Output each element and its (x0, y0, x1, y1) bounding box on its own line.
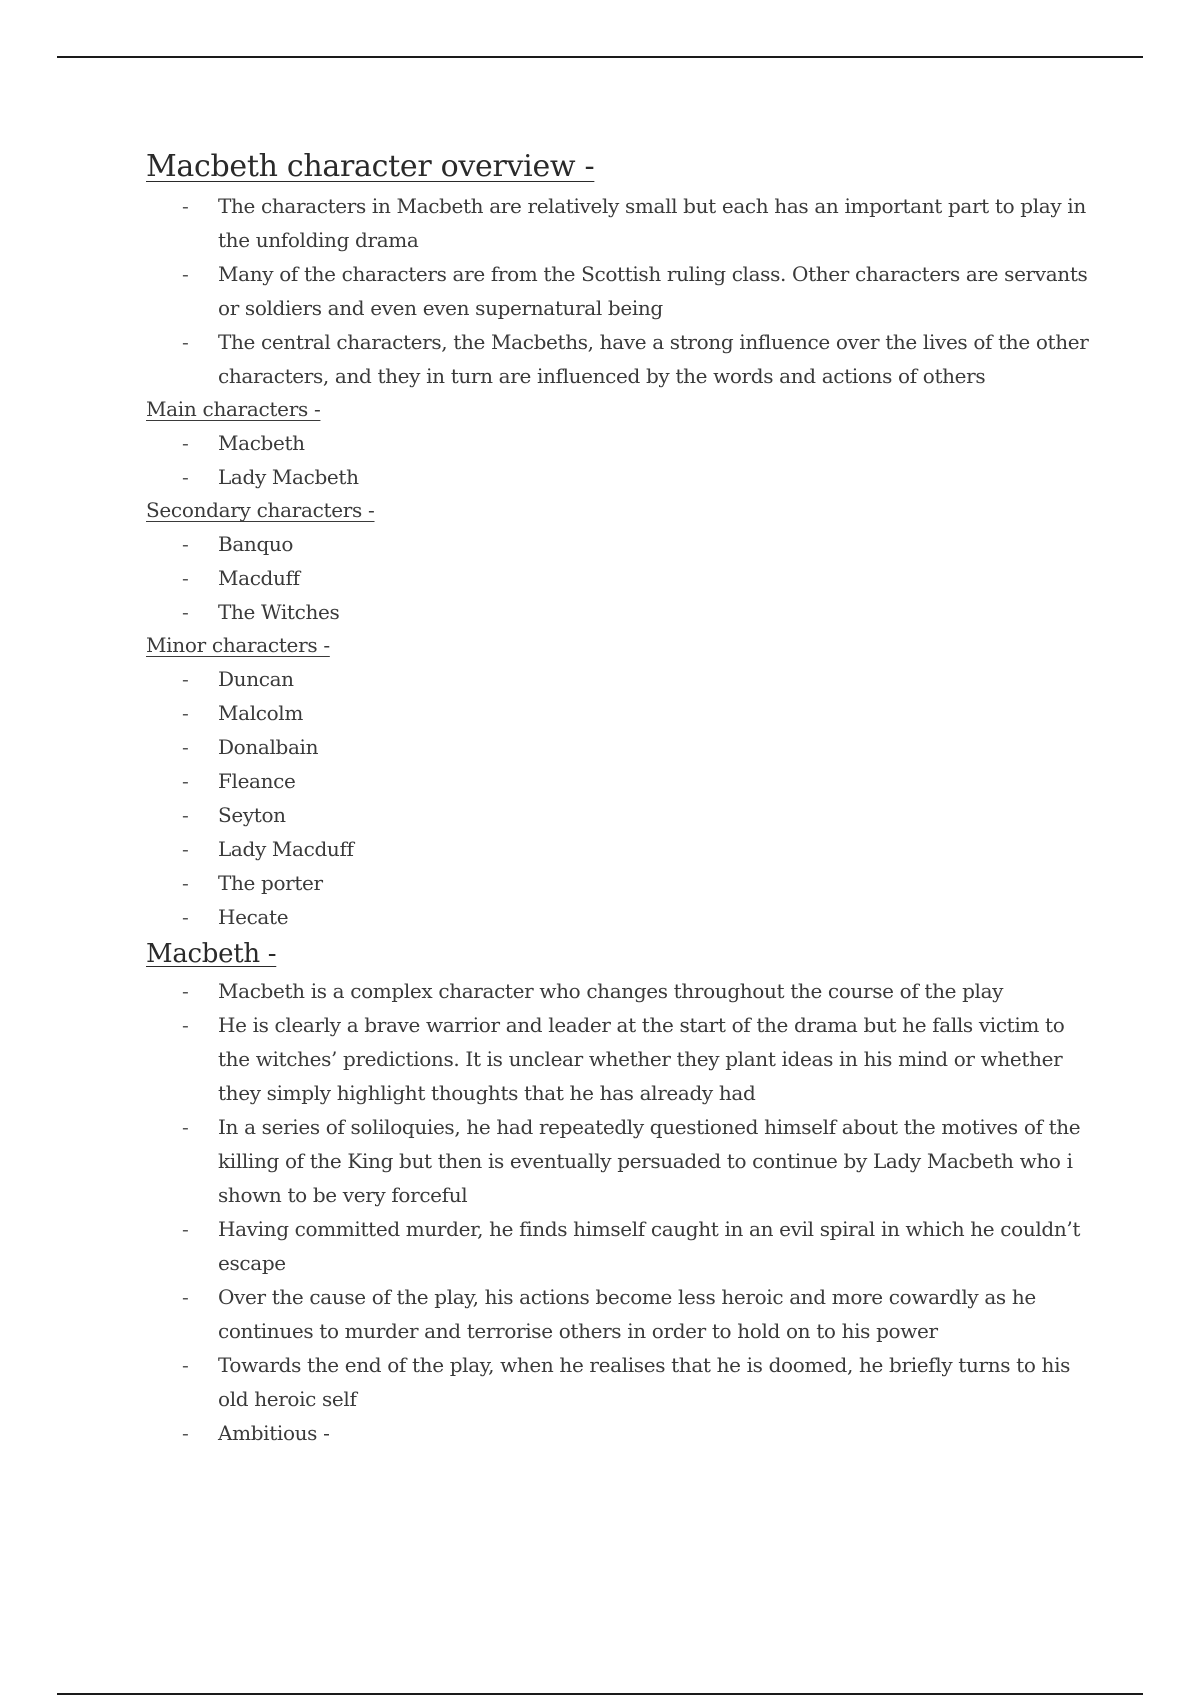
list-item: - He is clearly a brave warrior and leader at the start of the drama but he falls victim to the witches’ predictions. It is unclear whether they plant ideas in his mind or whether they simply highlight thoughts that he has already had (146, 1008, 1096, 1110)
dash-bullet: - (182, 1421, 189, 1445)
dash-bullet: - (182, 1013, 189, 1037)
list-item: - Macbeth is a complex character who changes throughout the course of the play (146, 974, 1096, 1008)
dash-bullet: - (182, 1217, 189, 1241)
list-item: - Donalbain (146, 730, 1096, 764)
main-characters-list (146, 426, 1096, 494)
dash-bullet: - (182, 871, 189, 895)
dash-bullet: - (182, 667, 189, 691)
list-item: - Towards the end of the play, when he realises that he is doomed, he briefly turns to his old heroic self (146, 1348, 1096, 1416)
list-item: - The characters in Macbeth are relatively small but each has an important part to play in the unfolding drama (146, 189, 1096, 257)
list-item: - Malcolm (146, 696, 1096, 730)
main-characters-heading: Main characters - (146, 397, 321, 421)
list-item: - The central characters, the Macbeths, have a strong influence over the lives of the other characters, and they in turn are influenced by the words and actions of others (146, 325, 1096, 393)
dash-bullet: - (182, 1285, 189, 1309)
list-item: - Lady Macduff (146, 832, 1096, 866)
dash-bullet: - (182, 837, 189, 861)
list-item: - Many of the characters are from the Scottish ruling class. Other characters are servants or soldiers and even even supernatural being (146, 257, 1096, 325)
secondary-characters-heading: Secondary characters - (146, 498, 375, 522)
dash-bullet: - (182, 1115, 189, 1139)
list-item: - Having committed murder, he finds himself caught in an evil spiral in which he couldn’t escape (146, 1212, 1096, 1280)
overview-list (146, 189, 1096, 393)
list-item: - Lady Macbeth (146, 460, 1096, 494)
list-item: - Fleance (146, 764, 1096, 798)
dash-bullet: - (182, 330, 189, 354)
dash-bullet: - (182, 600, 189, 624)
list-item: - Macbeth (146, 426, 1096, 460)
dash-bullet: - (182, 465, 189, 489)
document-body (146, 145, 1096, 1450)
macbeth-heading: Macbeth - (146, 939, 277, 969)
minor-characters-list (146, 662, 1096, 934)
dash-bullet: - (182, 979, 189, 1003)
dash-bullet: - (182, 735, 189, 759)
dash-bullet: - (182, 769, 189, 793)
bottom-rule (57, 1693, 1143, 1695)
list-item: - The Witches (146, 595, 1096, 629)
list-item: - Seyton (146, 798, 1096, 832)
list-item: - Over the cause of the play, his actions become less heroic and more cowardly as he continues to murder and terrorise others in order to hold on to his power (146, 1280, 1096, 1348)
list-item: - Hecate (146, 900, 1096, 934)
list-item: - Duncan (146, 662, 1096, 696)
top-rule (57, 56, 1143, 58)
dash-bullet: - (182, 803, 189, 827)
dash-bullet: - (182, 431, 189, 455)
dash-bullet: - (182, 905, 189, 929)
dash-bullet: - (182, 194, 189, 218)
dash-bullet: - (182, 532, 189, 556)
macbeth-list (146, 974, 1096, 1450)
dash-bullet: - (182, 566, 189, 590)
list-item: - The porter (146, 866, 1096, 900)
list-item: - In a series of soliloquies, he had repeatedly questioned himself about the motives of the killing of the King but then is eventually persuaded to continue by Lady Macbeth who i shown to be very forceful (146, 1110, 1096, 1212)
page-title: Macbeth character overview - (146, 149, 595, 184)
dash-bullet: - (182, 701, 189, 725)
dash-bullet: - (182, 262, 189, 286)
list-item: - Macduff (146, 561, 1096, 595)
list-item: - Banquo (146, 527, 1096, 561)
minor-characters-heading: Minor characters - (146, 633, 330, 657)
dash-bullet: - (182, 1353, 189, 1377)
secondary-characters-list (146, 527, 1096, 629)
list-item: - Ambitious - (146, 1416, 1096, 1450)
